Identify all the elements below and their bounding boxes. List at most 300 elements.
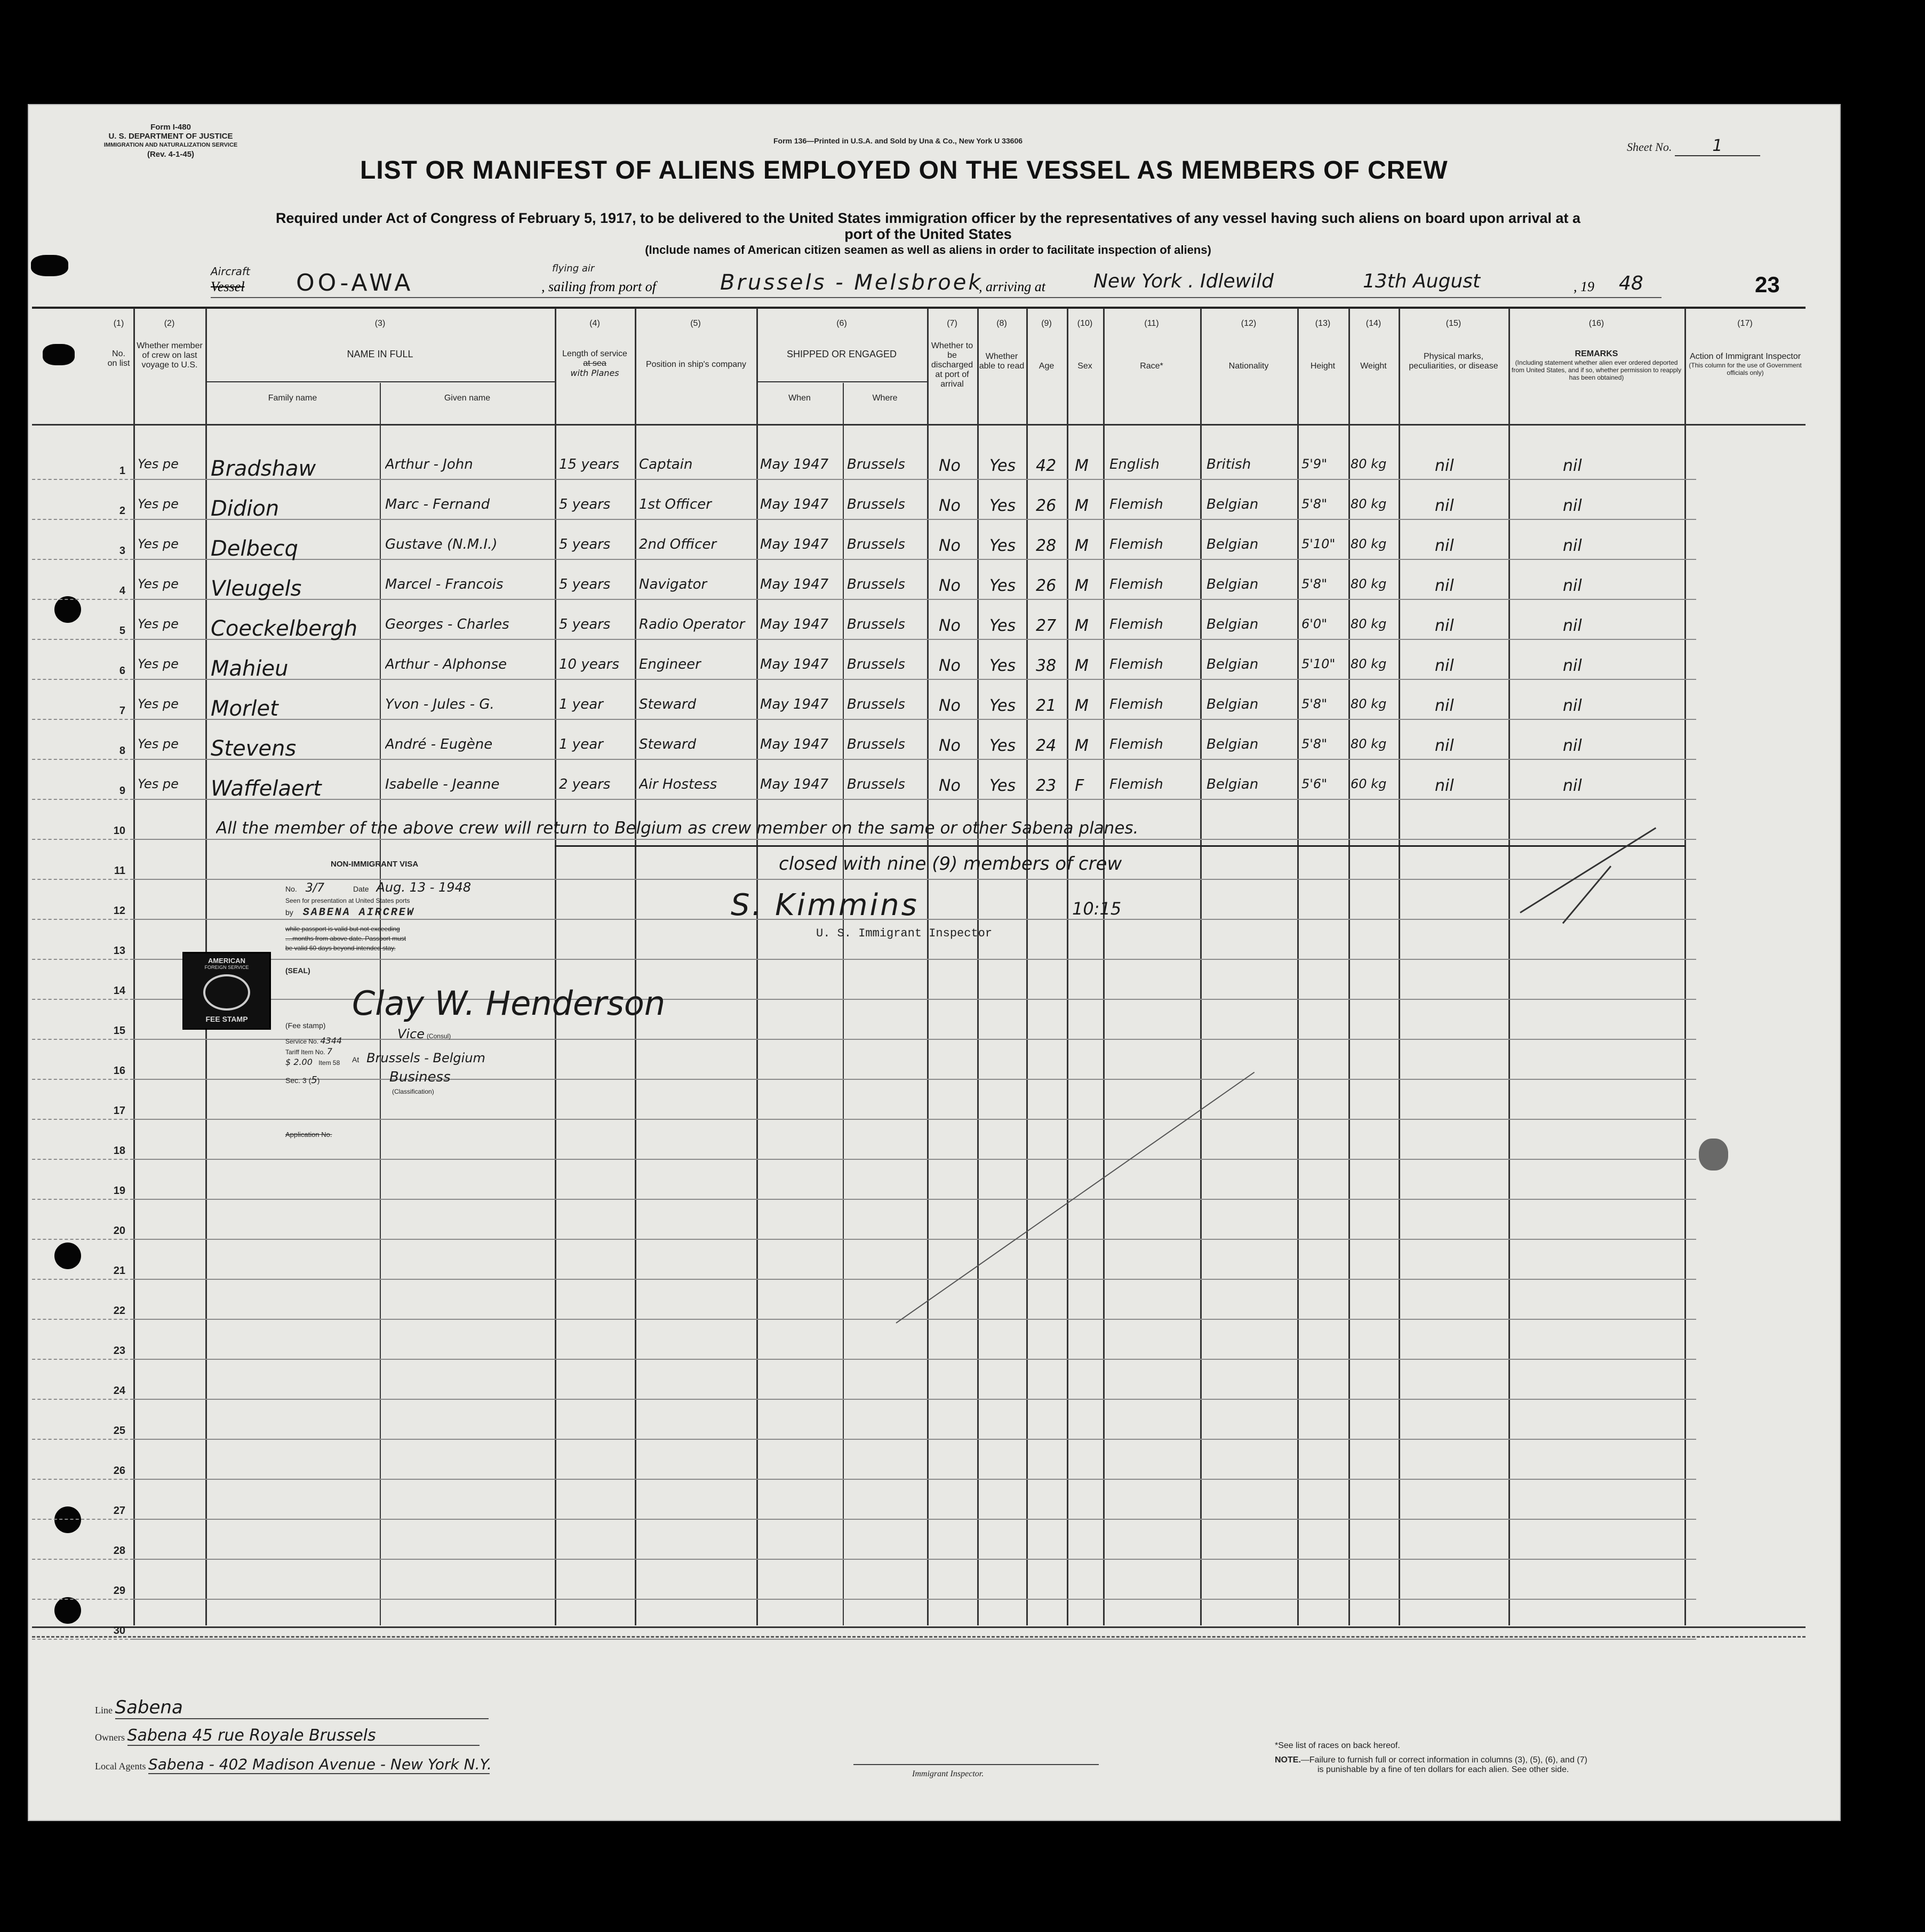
header-action <box>1687 352 1804 376</box>
previous-voyage-cell: Yes pe <box>138 456 179 471</box>
row-number-rule <box>32 1279 133 1280</box>
given-name-cell: Marcel - Francois <box>385 576 504 592</box>
form-identifier <box>96 123 245 159</box>
height-cell: 5'10" <box>1301 656 1336 671</box>
visa-number-value: 3/7 <box>305 881 325 895</box>
flying-handwritten: flying air <box>552 263 595 274</box>
family-name-cell: Waffelaert <box>211 776 322 801</box>
sex-cell: M <box>1075 696 1089 715</box>
given-name-cell: Arthur - John <box>385 456 473 472</box>
column-divider <box>133 308 135 1625</box>
consul-handwritten: Vice <box>397 1027 425 1041</box>
column-divider <box>1684 308 1686 1625</box>
sex-cell: M <box>1075 736 1089 755</box>
shipped-when-cell: May 1947 <box>760 696 829 712</box>
sex-cell: M <box>1075 616 1089 635</box>
row-rule <box>133 1439 1696 1440</box>
able-to-read-cell: Yes <box>989 456 1016 475</box>
age-cell: 38 <box>1036 656 1057 675</box>
physical-marks-cell: nil <box>1435 576 1454 595</box>
length-of-service-cell: 2 years <box>559 776 611 792</box>
column-number: (3) <box>374 319 386 328</box>
previous-voyage-cell: Yes pe <box>138 576 179 591</box>
line-number: 16 <box>113 1065 125 1077</box>
nationality-cell: Belgian <box>1207 616 1259 632</box>
position-cell: 2nd Officer <box>639 536 717 552</box>
shipped-subheader-divider <box>756 381 927 382</box>
row-number-rule <box>32 1239 133 1240</box>
note-label: NOTE. <box>1275 1755 1301 1765</box>
inspection-time: 10:15 <box>1072 899 1122 919</box>
row-number-rule <box>32 719 133 720</box>
column-number: (13) <box>1315 319 1331 328</box>
row-number-rule <box>32 1199 133 1200</box>
row-number-rule <box>32 1319 133 1320</box>
discharged-cell: No <box>939 456 961 475</box>
subtitle <box>128 210 1728 258</box>
able-to-read-cell: Yes <box>989 496 1016 515</box>
arriving-label: , arriving at <box>979 279 1045 294</box>
header-race: Race* <box>1140 362 1163 371</box>
column-number: (7) <box>947 319 957 328</box>
line-label: Line <box>95 1705 113 1715</box>
visa-location <box>352 1051 485 1065</box>
note-text-1: —Failure to furnish full or correct information in columns (3), (5), (6), and (7) <box>1300 1755 1587 1765</box>
binder-hole <box>54 1242 81 1269</box>
row-rule <box>133 1559 1696 1560</box>
races-note: *See list of races on back hereof. <box>1275 1741 1400 1750</box>
shipped-when-cell: May 1947 <box>760 576 829 592</box>
nationality-cell: Belgian <box>1207 496 1259 512</box>
height-cell: 5'8" <box>1301 576 1328 591</box>
year-value: 48 <box>1619 272 1643 294</box>
footer-owners <box>95 1726 480 1746</box>
shipped-where-cell: Brussels <box>847 776 905 792</box>
header-sex: Sex <box>1077 362 1092 371</box>
line-number: 20 <box>113 1225 125 1237</box>
shipped-when-cell: May 1947 <box>760 456 829 472</box>
physical-marks-cell: nil <box>1435 616 1454 635</box>
given-name-cell: André - Eugène <box>385 736 493 752</box>
column-number: (4) <box>589 319 600 328</box>
remarks-cell: nil <box>1563 456 1582 475</box>
family-name-cell: Mahieu <box>211 656 289 681</box>
row-number-rule <box>32 1639 133 1640</box>
row-number-rule <box>32 919 133 920</box>
position-cell: Captain <box>639 456 693 472</box>
previous-voyage-cell: Yes pe <box>138 736 179 751</box>
physical-marks-cell: nil <box>1435 496 1454 515</box>
tariff-value: 7 <box>326 1046 332 1056</box>
family-name-cell: Coeckelbergh <box>211 616 358 641</box>
header-member-last-voyage: Whether member of crew on last voyage to U.S. <box>137 341 203 370</box>
header-given-name: Given name <box>444 394 491 403</box>
row-number-rule <box>32 1039 133 1040</box>
length-of-service-cell: 5 years <box>559 616 611 632</box>
shipped-where-cell: Brussels <box>847 536 905 552</box>
tariff-item <box>285 1046 332 1056</box>
age-cell: 28 <box>1036 536 1057 555</box>
height-cell: 6'0" <box>1301 616 1328 631</box>
form-number: Form I-480 <box>150 123 191 132</box>
row-rule <box>133 1239 1696 1240</box>
family-name-cell: Delbecq <box>211 536 298 561</box>
header-read: Whether able to read <box>979 352 1025 371</box>
column-number: (5) <box>690 319 701 328</box>
column-divider <box>1067 308 1068 1625</box>
line-number: 21 <box>113 1265 125 1277</box>
line-value: Sabena <box>115 1697 489 1719</box>
column-divider <box>977 308 979 1625</box>
family-name-cell: Bradshaw <box>211 456 316 481</box>
able-to-read-cell: Yes <box>989 736 1016 755</box>
position-cell: 1st Officer <box>639 496 712 512</box>
position-cell: Engineer <box>639 656 701 672</box>
visa-seal: (SEAL) <box>285 966 310 975</box>
discharged-cell: No <box>939 496 961 515</box>
owners-label: Owners <box>95 1732 125 1743</box>
row-number-rule <box>32 1399 133 1400</box>
able-to-read-cell: Yes <box>989 696 1016 715</box>
able-to-read-cell: Yes <box>989 656 1016 675</box>
row-rule <box>133 1519 1696 1520</box>
column-number: (16) <box>1588 319 1604 328</box>
binder-hole <box>31 255 68 276</box>
table-top-border <box>32 307 1806 309</box>
nationality-cell: Belgian <box>1207 576 1259 592</box>
shipped-when-cell: May 1947 <box>760 736 829 752</box>
weight-cell: 80 kg <box>1351 616 1387 631</box>
previous-voyage-cell: Yes pe <box>138 496 179 511</box>
consul-title <box>397 1027 451 1041</box>
race-cell: Flemish <box>1109 736 1163 752</box>
remarks-cell: nil <box>1563 496 1582 515</box>
line-number: 11 <box>114 865 125 877</box>
previous-voyage-cell: Yes pe <box>138 776 179 791</box>
classification-value: Business <box>389 1069 451 1085</box>
race-cell: Flemish <box>1109 576 1163 592</box>
line-number: 19 <box>113 1185 125 1197</box>
length-of-service-cell: 1 year <box>559 736 603 752</box>
race-cell: Flemish <box>1109 616 1163 632</box>
length-service-strike: at sea <box>583 359 606 368</box>
length-of-service-cell: 1 year <box>559 696 603 712</box>
line-number: 24 <box>113 1385 125 1397</box>
shipped-when-cell: May 1947 <box>760 496 829 512</box>
arrival-port: New York . Idlewild <box>1093 270 1274 292</box>
position-cell: Steward <box>639 696 697 712</box>
visa-strike-3: be valid 60 days beyond intended stay. <box>285 944 396 952</box>
remarks-cell: nil <box>1563 616 1582 635</box>
header-physical: Physical marks, peculiarities, or disease <box>1409 352 1498 371</box>
consul-label: (Consul) <box>426 1032 451 1040</box>
row-number-rule <box>32 999 133 1000</box>
row-number-rule <box>32 519 133 520</box>
fee-line <box>285 1057 340 1067</box>
agents-value: Sabena - 402 Madison Avenue - New York N.Y. <box>148 1755 492 1773</box>
column-divider <box>1103 308 1105 1625</box>
discharged-cell: No <box>939 536 961 555</box>
remarks-cell: nil <box>1563 536 1582 555</box>
page-number: 23 <box>1755 272 1780 297</box>
remarks-cell: nil <box>1563 776 1582 795</box>
visa-block <box>283 853 666 1152</box>
departure-port: Brussels - Melsbroek <box>720 270 983 295</box>
immigrant-inspector-label: Immigrant Inspector. <box>912 1769 984 1778</box>
line-number: 10 <box>113 825 125 837</box>
inspector-label: U. S. Immigrant Inspector <box>816 927 993 940</box>
row-rule <box>133 839 1696 840</box>
row-number-rule <box>32 839 133 840</box>
line-number: 1 <box>119 465 125 477</box>
nationality-cell: Belgian <box>1207 536 1259 552</box>
row-rule <box>133 1159 1696 1160</box>
department-name: U. S. DEPARTMENT OF JUSTICE <box>108 132 233 141</box>
header-height: Height <box>1310 362 1336 371</box>
race-cell: Flemish <box>1109 496 1163 512</box>
header-remarks <box>1511 349 1682 381</box>
given-name-cell: Arthur - Alphonse <box>385 656 507 672</box>
previous-voyage-cell: Yes pe <box>138 536 179 551</box>
height-cell: 5'8" <box>1301 736 1328 751</box>
fee-amount: $ 2.00 <box>285 1057 313 1067</box>
line-number: 14 <box>113 985 125 997</box>
column-number: (11) <box>1144 319 1159 328</box>
fee-stamp <box>182 952 271 1030</box>
line-number: 28 <box>113 1545 125 1557</box>
race-cell: English <box>1109 456 1160 472</box>
weight-cell: 80 kg <box>1351 576 1387 591</box>
family-name-cell: Didion <box>211 496 279 521</box>
row-rule <box>133 1599 1696 1600</box>
row-number-rule <box>32 1359 133 1360</box>
remarks-cell: nil <box>1563 696 1582 715</box>
line-number: 22 <box>113 1305 125 1317</box>
penalty-note <box>1275 1755 1587 1775</box>
fee-stamp-bottom: FEE STAMP <box>205 1015 248 1023</box>
header-when: When <box>788 394 811 403</box>
page-title: LIST OR MANIFEST OF ALIENS EMPLOYED ON THE VESSEL AS MEMBERS OF CREW <box>360 156 1448 185</box>
row-number-rule <box>32 1479 133 1480</box>
tariff-label: Tariff Item No. <box>285 1048 325 1056</box>
voyage-underline <box>211 297 1662 298</box>
length-of-service-cell: 5 years <box>559 496 611 512</box>
row-rule <box>133 1479 1696 1480</box>
table-header-divider <box>32 424 1806 426</box>
header-family-name: Family name <box>268 394 317 403</box>
vessel-name: OO-AWA <box>296 269 414 296</box>
family-name-cell: Morlet <box>211 696 278 721</box>
position-cell: Navigator <box>639 576 707 592</box>
position-cell: Radio Operator <box>639 616 745 632</box>
column-number: (6) <box>836 319 847 328</box>
height-cell: 5'6" <box>1301 776 1328 791</box>
visa-seen-for: Seen for presentation at United States ports <box>285 897 410 904</box>
vessel-label: Vessel <box>211 279 245 294</box>
sheet-value: 1 <box>1675 137 1760 156</box>
row-number-rule <box>32 1559 133 1560</box>
remarks-label: REMARKS <box>1575 349 1618 358</box>
action-label: Action of Immigrant Inspector <box>1689 352 1801 361</box>
footer-line <box>95 1697 489 1719</box>
visa-section: Sec. 3 (5) <box>285 1075 320 1086</box>
year-label: , 19 <box>1573 279 1594 294</box>
given-name-cell: Isabelle - Jeanne <box>385 776 500 792</box>
consul-signature: Clay W. Henderson <box>352 984 666 1023</box>
subtitle-line-3: (Include names of American citizen seamen as well as aliens in order to facilitate inspection of aliens) <box>645 243 1211 256</box>
table-bottom-border <box>32 1626 1806 1628</box>
header-nationality: Nationality <box>1228 362 1269 371</box>
height-cell: 5'8" <box>1301 496 1328 511</box>
discharged-cell: No <box>939 696 961 715</box>
row-number-rule <box>32 1079 133 1080</box>
sex-cell: M <box>1075 496 1089 515</box>
column-divider <box>635 308 636 1625</box>
line-number: 8 <box>119 745 125 757</box>
header-age: Age <box>1039 362 1055 371</box>
length-of-service-cell: 10 years <box>559 656 619 672</box>
row-number-rule <box>32 1439 133 1440</box>
at-value: Brussels - Belgium <box>366 1051 485 1065</box>
note-underline <box>555 845 1686 847</box>
shipped-where-cell: Brussels <box>847 696 905 712</box>
age-cell: 27 <box>1036 616 1057 635</box>
column-divider <box>1508 308 1510 1625</box>
closed-statement: closed with nine (9) members of crew <box>779 853 1122 875</box>
shipped-where-cell: Brussels <box>847 616 905 632</box>
column-divider <box>1200 308 1202 1625</box>
line-number: 7 <box>119 705 125 717</box>
weight-cell: 80 kg <box>1351 536 1387 551</box>
visa-fee-stamp-label: (Fee stamp) <box>285 1021 326 1030</box>
aircraft-handwritten: Aircraft <box>211 265 250 278</box>
sheet-number <box>1627 137 1760 156</box>
column-divider <box>1348 308 1350 1625</box>
line-number: 6 <box>119 665 125 677</box>
column-divider <box>1026 308 1028 1625</box>
column-number: (10) <box>1077 319 1093 328</box>
header-discharged: Whether to be discharged at port of arrival <box>931 341 973 389</box>
height-cell: 5'9" <box>1301 456 1328 471</box>
service-value: 4344 <box>320 1036 342 1046</box>
length-of-service-cell: 15 years <box>559 456 619 472</box>
able-to-read-cell: Yes <box>989 776 1016 795</box>
height-cell: 5'8" <box>1301 696 1328 711</box>
column-number: (8) <box>996 319 1007 328</box>
name-subheader-divider <box>205 381 555 382</box>
row-number-rule <box>32 1159 133 1160</box>
column-number: (17) <box>1737 319 1753 328</box>
header-weight: Weight <box>1360 362 1387 371</box>
line-number: 12 <box>113 905 125 917</box>
column-divider <box>756 308 758 1625</box>
physical-marks-cell: nil <box>1435 696 1454 715</box>
age-cell: 42 <box>1036 456 1057 475</box>
sex-cell: F <box>1075 776 1084 795</box>
line-number: 27 <box>113 1505 125 1517</box>
column-divider <box>1297 308 1299 1625</box>
shipped-when-cell: May 1947 <box>760 656 829 672</box>
column-number: (9) <box>1041 319 1052 328</box>
visa-date-label: Date <box>353 885 369 893</box>
able-to-read-cell: Yes <box>989 616 1016 635</box>
visa-number-label: No. <box>285 885 297 893</box>
row-rule <box>133 1319 1696 1320</box>
weight-cell: 80 kg <box>1351 496 1387 511</box>
previous-voyage-cell: Yes pe <box>138 696 179 711</box>
weight-cell: 80 kg <box>1351 736 1387 751</box>
age-cell: 23 <box>1036 776 1057 795</box>
row-rule <box>133 1199 1696 1200</box>
header-where: Where <box>872 394 898 403</box>
sec-label: Sec. 3 ( <box>285 1076 311 1085</box>
able-to-read-cell: Yes <box>989 576 1016 595</box>
row-number-rule <box>32 679 133 680</box>
column-divider <box>927 308 929 1625</box>
subtitle-line-1: Required under Act of Congress of February 5, 1917, to be delivered to the United States immigration officer by the representatives of any vessel having such aliens on board upon arrival at a <box>275 210 1581 226</box>
binder-hole <box>54 1506 81 1533</box>
height-cell: 5'10" <box>1301 536 1336 551</box>
physical-marks-cell: nil <box>1435 536 1454 555</box>
row-number-rule <box>32 479 133 480</box>
remarks-cell: nil <box>1563 576 1582 595</box>
visa-date-value: Aug. 13 - 1948 <box>376 880 472 895</box>
age-cell: 26 <box>1036 576 1057 595</box>
row-number-rule <box>32 1519 133 1520</box>
line-number: 18 <box>113 1145 125 1157</box>
shipped-where-cell: Brussels <box>847 456 905 472</box>
header-no-on-list: No. on list <box>107 349 130 368</box>
shipped-where-cell: Brussels <box>847 576 905 592</box>
shipped-where-cell: Brussels <box>847 496 905 512</box>
remarks-cell: nil <box>1563 656 1582 675</box>
row-rule <box>133 1399 1696 1400</box>
row-number-rule <box>32 599 133 600</box>
binder-hole <box>54 596 81 623</box>
nationality-cell: British <box>1207 456 1251 472</box>
column-number: (15) <box>1445 319 1461 328</box>
row-rule <box>133 1359 1696 1360</box>
column-number: (2) <box>164 319 175 328</box>
ink-blot <box>1699 1139 1728 1171</box>
visa-strike-2: ....months from above date. Passport must <box>285 935 406 942</box>
discharged-cell: No <box>939 656 961 675</box>
sex-cell: M <box>1075 536 1089 555</box>
discharged-cell: No <box>939 616 961 635</box>
given-name-cell: Georges - Charles <box>385 616 509 632</box>
fee-stamp-middle: FOREIGN SERVICE <box>204 965 249 970</box>
sheet-label: Sheet No. <box>1627 140 1672 154</box>
race-cell: Flemish <box>1109 656 1163 672</box>
inspector-signature-line <box>853 1764 1099 1765</box>
owners-value: Sabena 45 rue Royale Brussels <box>127 1726 480 1746</box>
revision: (Rev. 4-1-45) <box>147 150 195 159</box>
row-rule <box>133 1639 1696 1640</box>
nationality-cell: Belgian <box>1207 656 1259 672</box>
given-name-cell: Yvon - Jules - G. <box>385 696 494 712</box>
header-name-in-full: NAME IN FULL <box>347 349 413 359</box>
previous-voyage-cell: Yes pe <box>138 616 179 631</box>
given-name-cell: Gustave (N.M.I.) <box>385 536 498 552</box>
line-number: 29 <box>113 1585 125 1597</box>
discharged-cell: No <box>939 576 961 595</box>
header-shipped: SHIPPED OR ENGAGED <box>786 349 897 359</box>
row-number-rule <box>32 759 133 760</box>
physical-marks-cell: nil <box>1435 656 1454 675</box>
weight-cell: 60 kg <box>1351 776 1387 791</box>
agents-label: Local Agents <box>95 1761 146 1771</box>
line-number: 4 <box>119 585 125 597</box>
